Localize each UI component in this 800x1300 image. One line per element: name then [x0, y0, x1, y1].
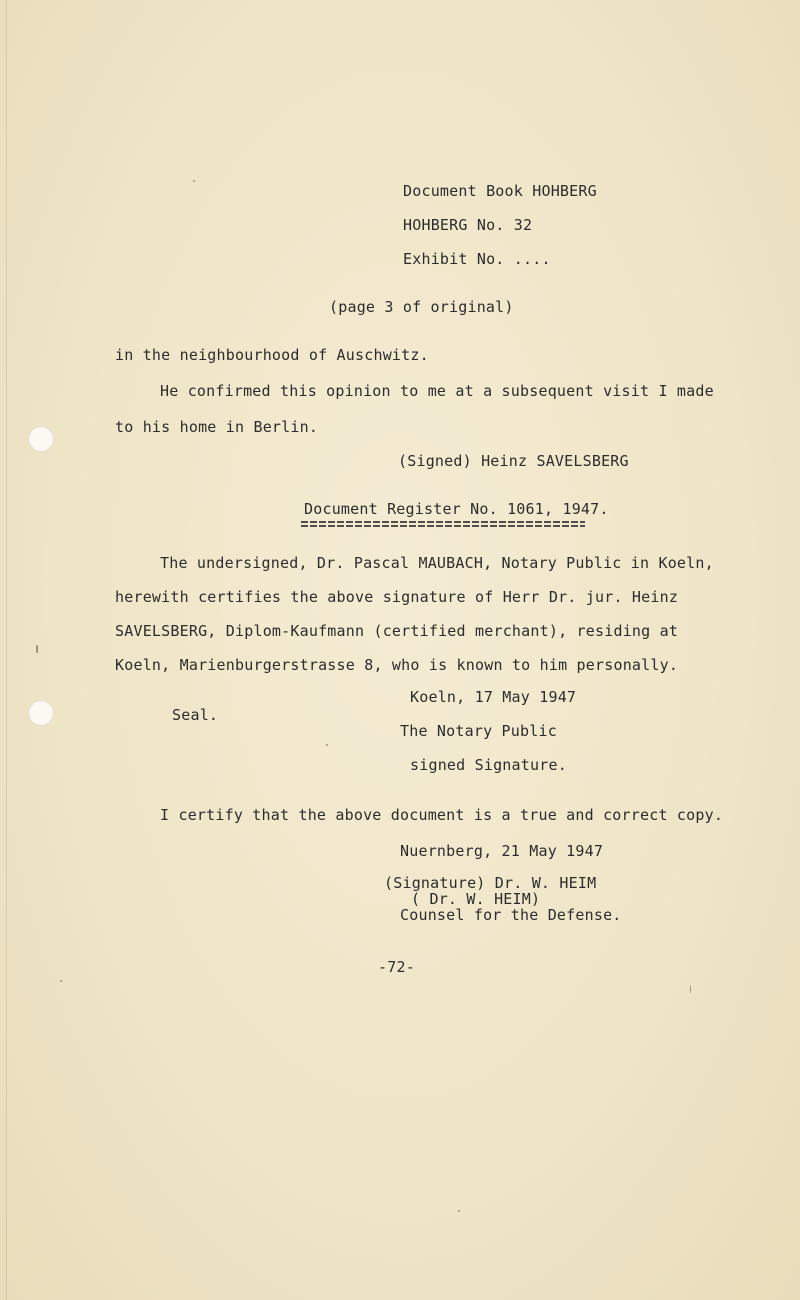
- copy-place-date: Nuernberg, 21 May 1947: [400, 842, 604, 860]
- paper-speck: [690, 985, 691, 993]
- seal-label: Seal.: [172, 706, 219, 724]
- certification-line-1: The undersigned, Dr. Pascal MAUBACH, Notary Public in Koeln,: [160, 554, 714, 572]
- left-edge-line: [6, 0, 7, 1300]
- counsel-role: Counsel for the Defense.: [400, 906, 622, 924]
- copy-certification-statement: I certify that the above document is a true and correct copy.: [160, 806, 724, 824]
- paper-speck: [36, 645, 38, 653]
- counsel-signature: (Signature) Dr. W. HEIM: [384, 874, 597, 892]
- double-rule-separator: [301, 521, 585, 527]
- notary-title: The Notary Public: [400, 722, 557, 740]
- paper-speck: [326, 744, 328, 746]
- page-reference: (page 3 of original): [329, 298, 514, 316]
- paper-speck: [60, 980, 62, 982]
- punch-hole-bottom: [28, 700, 54, 726]
- notary-place-date: Koeln, 17 May 1947: [410, 688, 577, 706]
- exhibit-number: Exhibit No. ....: [403, 250, 551, 268]
- certification-line-4: Koeln, Marienburgerstrasse 8, who is known to him personally.: [115, 656, 679, 674]
- certification-line-3: SAVELSBERG, Diplom-Kaufmann (certified merchant), residing at: [115, 622, 679, 640]
- document-number: HOHBERG No. 32: [403, 216, 533, 234]
- paper-speck: [458, 1210, 460, 1212]
- register-title: Document Register No. 1061, 1947.: [304, 500, 609, 518]
- notary-signature: signed Signature.: [410, 756, 567, 774]
- signed-savelsberg: (Signed) Heinz SAVELSBERG: [398, 452, 629, 470]
- page-number: -72-: [378, 958, 415, 976]
- body-line-3: to his home in Berlin.: [115, 418, 319, 436]
- document-book-title: Document Book HOHBERG: [403, 182, 597, 200]
- counsel-name: ( Dr. W. HEIM): [411, 890, 541, 908]
- paper-speck: [193, 180, 195, 182]
- body-line-2: He confirmed this opinion to me at a subsequent visit I made: [160, 382, 714, 400]
- punch-hole-top: [28, 426, 54, 452]
- body-line-1: in the neighbourhood of Auschwitz.: [115, 346, 429, 364]
- certification-line-2: herewith certifies the above signature of Herr Dr. jur. Heinz: [115, 588, 679, 606]
